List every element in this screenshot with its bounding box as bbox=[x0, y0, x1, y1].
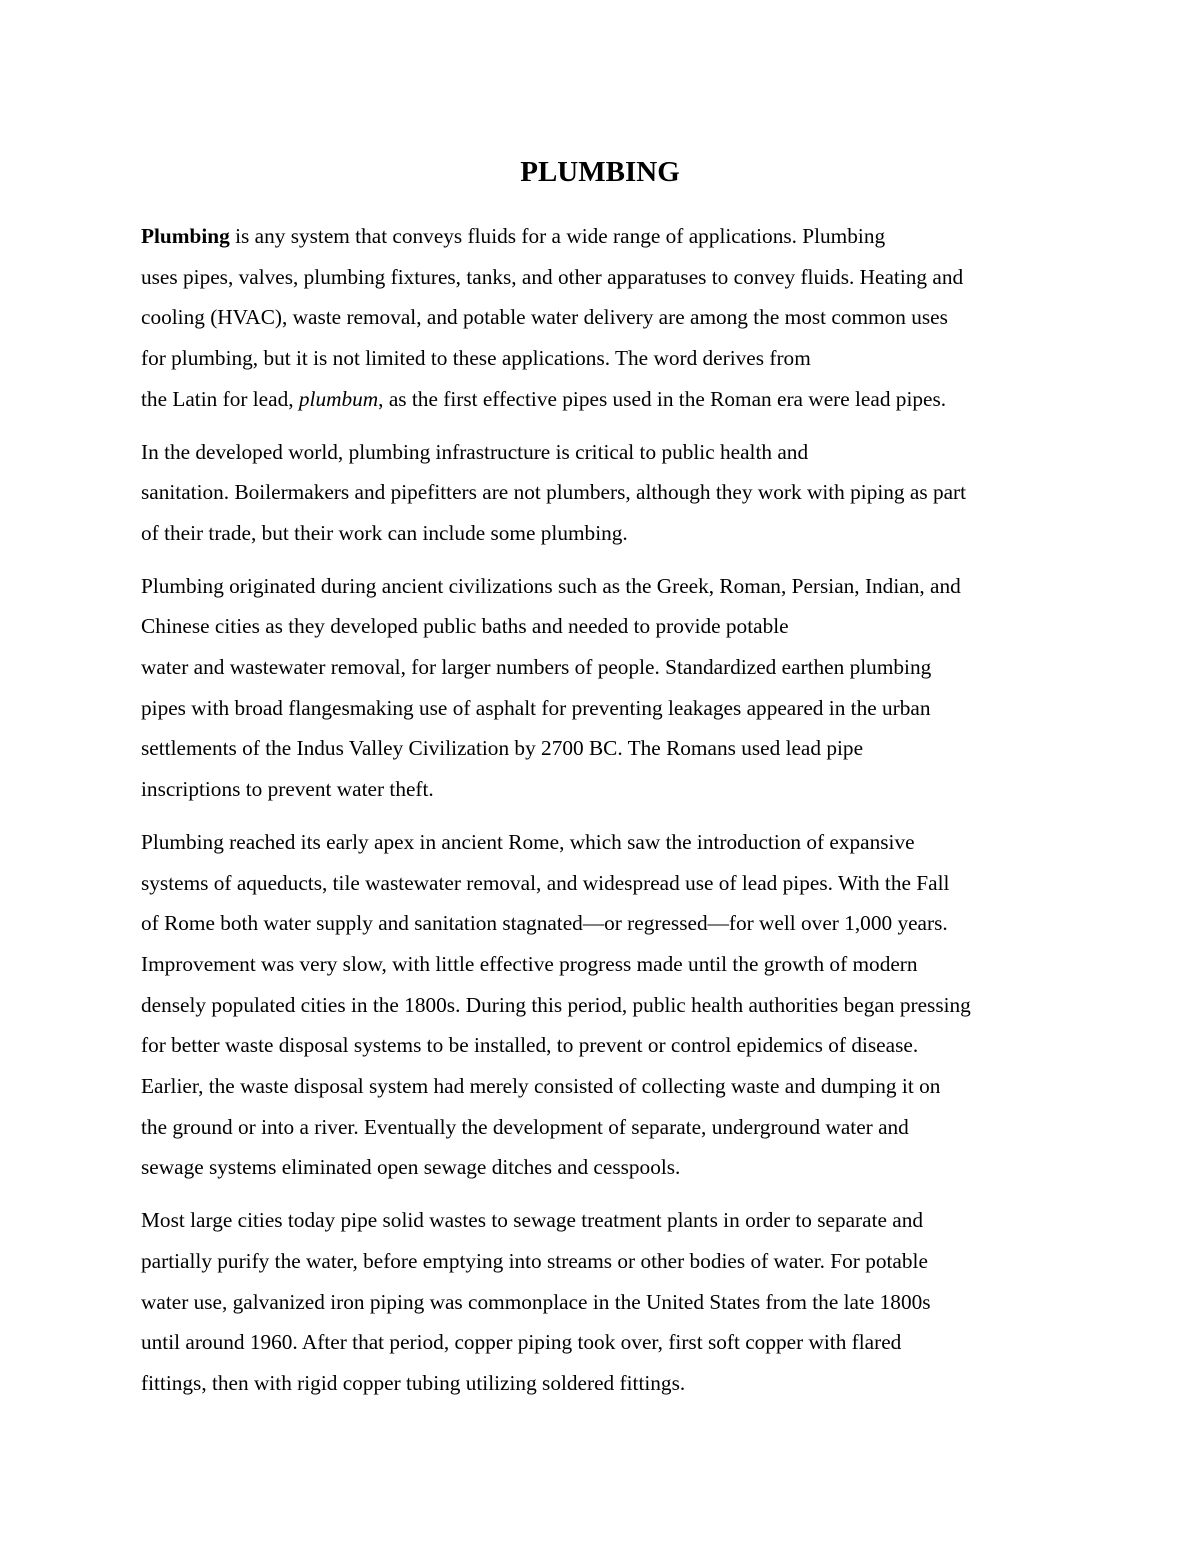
text-line: Chinese cities as they developed public baths and needed to provide potable bbox=[141, 614, 789, 639]
text-line bbox=[141, 379, 1081, 420]
line-text: , as the first effective pipes used in the Roman era were lead pipes. bbox=[378, 386, 947, 411]
text-line: settlements of the Indus Valley Civilization by 2700 BC. The Romans used lead pipe bbox=[141, 736, 864, 761]
text-line: Plumbing originated during ancient civilizations such as the Greek, Roman, Persian, Indian, and bbox=[141, 573, 961, 598]
text-line: densely populated cities in the 1800s. During this period, public health authorities began pressing bbox=[141, 992, 971, 1017]
paragraph-public-health bbox=[141, 432, 1081, 554]
document-body bbox=[141, 216, 1081, 1416]
text-line: for better waste disposal systems to be installed, to prevent or control epidemics of disease. bbox=[141, 1033, 919, 1058]
text-line: sewage systems eliminated open sewage ditches and cesspools. bbox=[141, 1155, 681, 1180]
text-line: inscriptions to prevent water theft. bbox=[141, 777, 434, 802]
text-line: water and wastewater removal, for larger numbers of people. Standardized earthen plumbing bbox=[141, 655, 932, 680]
paragraph-rome bbox=[141, 822, 1081, 1188]
bold-term: Plumbing bbox=[141, 224, 230, 248]
text-line: In the developed world, plumbing infrastructure is critical to public health and bbox=[141, 439, 809, 464]
text-line: Most large cities today pipe solid wastes to sewage treatment plants in order to separate and bbox=[141, 1208, 924, 1233]
document-title: PLUMBING bbox=[520, 156, 680, 188]
text-line: sanitation. Boilermakers and pipefitters are not plumbers, although they work with piping as part bbox=[141, 480, 967, 505]
text-line: fittings, then with rigid copper tubing utilizing soldered fittings. bbox=[141, 1370, 686, 1395]
text-line: until around 1960. After that period, copper piping took over, first soft copper with flared bbox=[141, 1330, 902, 1355]
line-text: the Latin for lead, bbox=[141, 386, 299, 411]
text-line: Earlier, the waste disposal system had merely consisted of collecting waste and dumping it on bbox=[141, 1074, 941, 1099]
text-line: Improvement was very slow, with little effective progress made until the growth of modern bbox=[141, 951, 918, 976]
paragraph-modern bbox=[141, 1200, 1081, 1404]
text-line: of their trade, but their work can include some plumbing. bbox=[141, 520, 628, 545]
italic-term: plumbum bbox=[298, 386, 379, 411]
text-line: water use, galvanized iron piping was commonplace in the United States from the late 1800s bbox=[141, 1289, 931, 1314]
text-line: the ground or into a river. Eventually the development of separate, underground water and bbox=[141, 1114, 909, 1139]
text-line: uses pipes, valves, plumbing fixtures, tanks, and other apparatuses to convey fluids. Heating and bbox=[141, 264, 964, 289]
text-line: pipes with broad flangesmaking use of asphalt for preventing leakages appeared in the urban bbox=[141, 695, 931, 720]
paragraph-origins bbox=[141, 566, 1081, 810]
text-line: of Rome both water supply and sanitation stagnated—or regressed—for well over 1,000 years. bbox=[141, 911, 948, 936]
text-line: Plumbing reached its early apex in ancient Rome, which saw the introduction of expansive bbox=[141, 829, 915, 854]
text-line: systems of aqueducts, tile wastewater removal, and widespread use of lead pipes. With the Fall bbox=[141, 870, 950, 895]
text-line: for plumbing, but it is not limited to these applications. The word derives from bbox=[141, 346, 811, 371]
paragraph-intro bbox=[141, 216, 1081, 420]
text-line bbox=[141, 216, 1081, 257]
line-text: is any system that conveys fluids for a wide range of applications. Plumbing bbox=[229, 224, 886, 248]
text-line: partially purify the water, before emptying into streams or other bodies of water. For potable bbox=[141, 1248, 928, 1273]
text-line: cooling (HVAC), waste removal, and potable water delivery are among the most common uses bbox=[141, 305, 948, 330]
